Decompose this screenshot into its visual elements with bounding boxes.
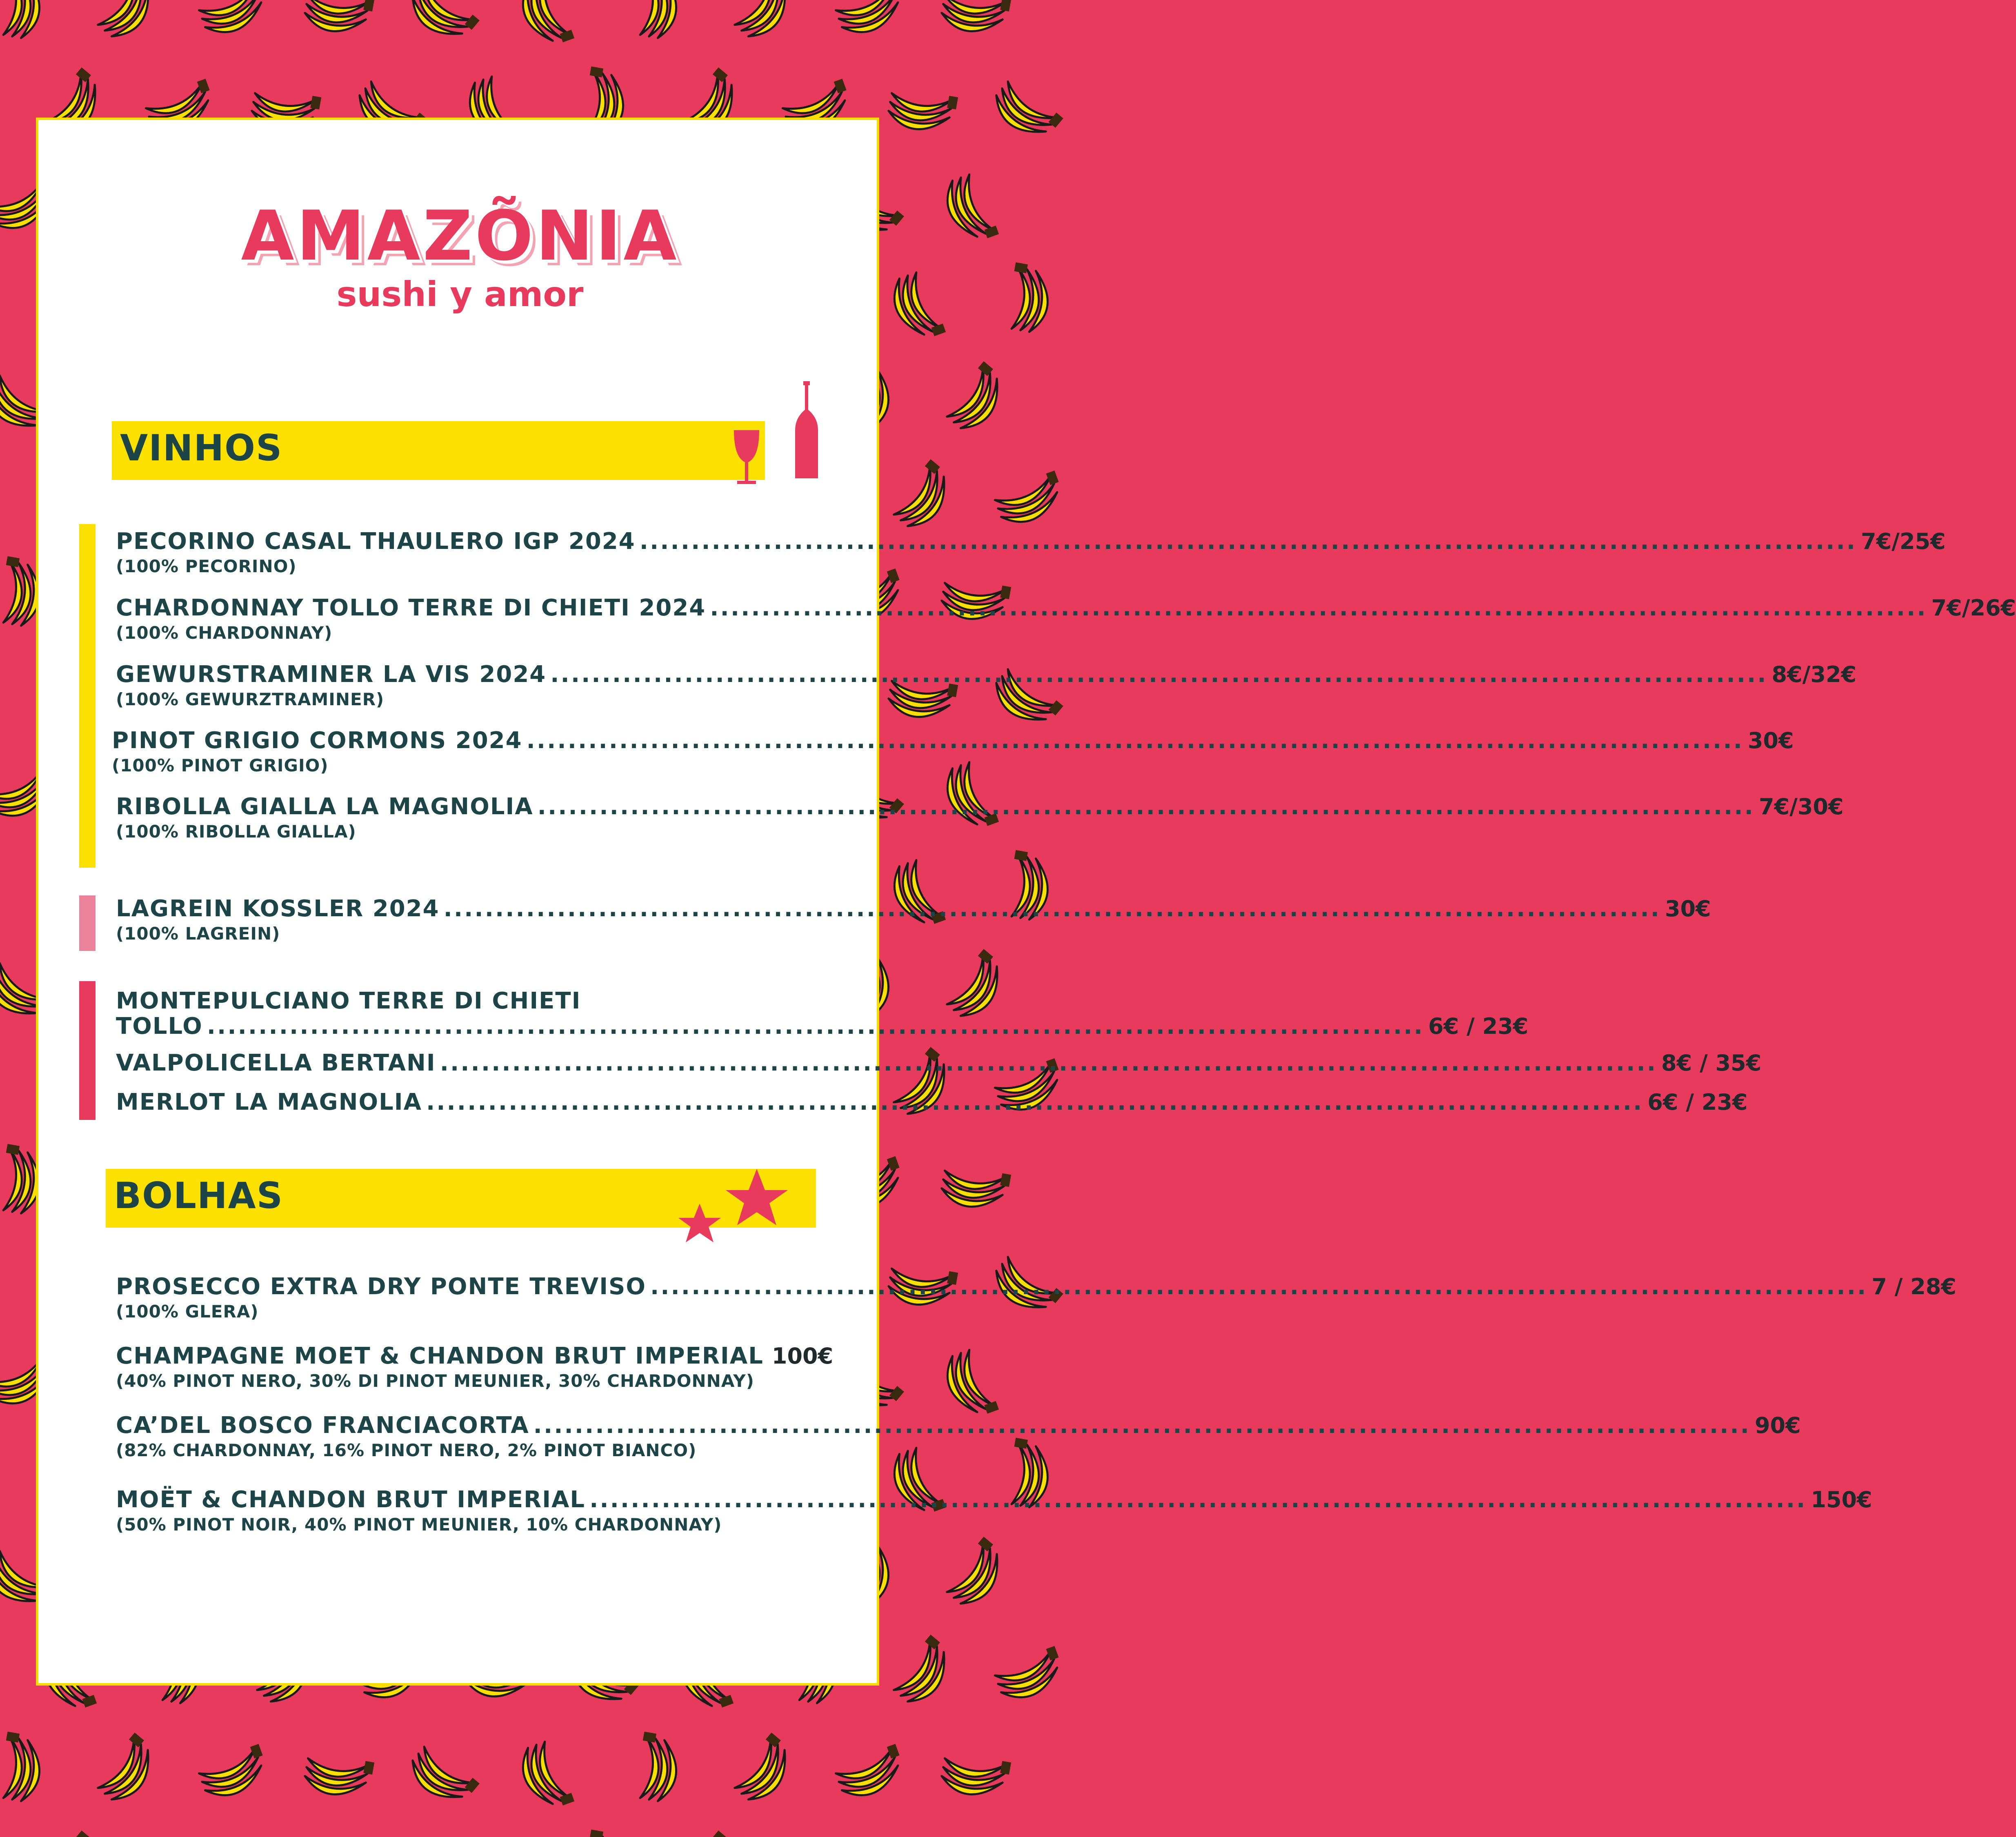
rose-wine-bar [79,895,96,951]
banana-icon [939,1751,1011,1800]
banana-icon [516,1739,574,1815]
wine-item [116,895,1711,944]
wine-grape: (100% GEWURZTRAMINER) [116,689,385,709]
banana-icon [633,1732,682,1804]
wine-name-line1: MONTEPULCIANO TERRE DI CHIETI [116,988,581,1014]
wine-item [116,661,1857,709]
wines-banner [112,421,765,480]
logo-title: AMAZÕNIA [241,196,679,276]
bubbles-price: 90€ [1754,1413,1801,1438]
wine-price: 6€ / 23€ [1647,1089,1748,1115]
bubbles-item [116,1343,834,1391]
banana-icon [196,1744,272,1803]
banana-icon [676,1830,748,1837]
banana-icon [633,0,682,40]
banana-icon [196,0,272,40]
wine-price: 30€ [1665,896,1711,922]
bubbles-name: PROSECCO EXTRA DRY PONTE TREVISO [116,1273,646,1300]
wine-glass-icon [732,381,761,487]
star-icon [726,1169,788,1225]
leader-dots: ...................................................................................................................... [639,528,1857,555]
wines-title: VINHOS [120,427,283,469]
wine-item [116,528,1946,576]
wine-item [116,1050,1762,1076]
wine-name: CHARDONNAY TOLLO TERRE DI CHIETI 2024 [116,595,706,621]
wine-item [112,727,1794,775]
bubbles-price: 100€ [771,1343,834,1369]
wine-item [116,988,1529,1040]
banana-icon [992,471,1068,529]
wine-price: 30€ [1747,728,1794,753]
bubbles-name: CA’DEL BOSCO FRANCIACORTA [116,1412,529,1439]
wine-name: MERLOT LA MAGNOLIA [116,1089,422,1115]
banana-icon [939,0,1011,38]
wine-grape: (100% PECORINO) [116,556,297,576]
banana-icon [729,1733,801,1808]
banana-icon [992,1646,1068,1705]
banana-icon [404,1741,480,1813]
bubbles-grape: (50% PINOT NOIR, 40% PINOT MEUNIER, 10% CHARDONNAY) [116,1514,722,1535]
banana-icon [729,0,801,45]
bubbles-item [116,1273,1956,1322]
bubbles-item [116,1412,1801,1460]
menu-card [36,118,2016,1686]
banana-icon [302,0,374,38]
bubbles-grape: (100% GLERA) [116,1301,259,1322]
banana-icon [516,0,574,51]
wine-item [116,793,1844,842]
leader-dots: ...................................................................................................................... [440,1050,1657,1076]
wine-price: 7€/25€ [1861,529,1946,554]
bubbles-price: 7 / 28€ [1872,1274,1956,1299]
banana-icon [888,1635,960,1710]
banana-icon [939,1163,1011,1213]
banana-icon [941,361,1014,437]
banana-icon [887,270,946,345]
wine-name: PECORINO CASAL THAULERO IGP 2024 [116,528,636,555]
stars-icon [675,1165,806,1246]
banana-icon [940,1347,999,1423]
star-icon [678,1204,721,1242]
wine-price: 8€ / 35€ [1661,1050,1762,1076]
banana-icon [39,1830,111,1837]
bubbles-item [116,1486,1872,1535]
wine-price: 7€/30€ [1758,794,1844,820]
leader-dots: ...................................................................................................................... [550,661,1768,688]
banana-icon [92,1733,164,1808]
leader-dots: ...................................................................................................................... [537,793,1755,820]
wine-price: 8€/32€ [1772,662,1857,687]
banana-icon [0,0,46,40]
banana-icon [92,0,164,45]
banana-icon [941,1537,1014,1612]
banana-icon [988,76,1063,148]
red-wine-bar [79,981,96,1120]
leader-dots: ...................................................................................................................... [650,1273,1868,1300]
banana-icon [0,1732,46,1804]
wine-item [116,1089,1748,1115]
white-wine-bar [79,524,96,868]
banana-icon [940,172,999,247]
wine-name: RIBOLLA GIALLA LA MAGNOLIA [116,793,533,820]
wine-price: 6€ / 23€ [1428,1013,1529,1039]
leader-dots: ...................................................................................................................... [526,727,1744,754]
wine-name: LAGREIN KOSSLER 2024 [116,895,440,922]
wine-grape: (100% LAGREIN) [116,923,280,944]
bubbles-title: BOLHAS [114,1175,284,1217]
leader-dots: ...................................................................................................................... [426,1089,1644,1115]
wine-name: GEWURSTRAMINER LA VIS 2024 [116,661,547,688]
wine-price: 7€/26€ [1931,595,2016,621]
banana-icon [404,0,480,50]
bubbles-name: MOËT & CHANDON BRUT IMPERIAL [116,1486,586,1513]
wine-grape: (100% CHARDONNAY) [116,622,333,643]
leader-dots: ...................................................................................................................... [710,595,1927,621]
logo-subtitle: sushi y amor [336,274,584,314]
wine-grape: (100% RIBOLLA GIALLA) [116,821,356,842]
bubbles-name: CHAMPAGNE MOET & CHANDON BRUT IMPERIAL [116,1343,764,1369]
banana-icon [302,1751,374,1800]
banana-icon [833,1744,909,1803]
leader-dots: ...................................................................................................................... [589,1486,1807,1513]
wine-grape: (100% PINOT GRIGIO) [112,755,329,775]
wine-bottle-icon [794,381,819,479]
leader-dots: ...................................................................................................................... [443,895,1661,922]
bubbles-grape: (82% CHARDONNAY, 16% PINOT NERO, 2% PINOT BIANCO) [116,1440,697,1460]
bubbles-grape: (40% PINOT NERO, 30% DI PINOT MEUNIER, 30% CHARDONNAY) [116,1371,754,1391]
leader-dots: ...................................................................................................................... [533,1412,1751,1439]
wine-name: VALPOLICELLA BERTANI [116,1050,436,1076]
wine-name: TOLLO [116,1013,203,1040]
wine-name: PINOT GRIGIO CORMONS 2024 [112,727,522,754]
banana-icon [580,1830,629,1837]
banana-icon [1004,262,1054,334]
banana-icon [886,86,958,135]
banana-icon [888,459,960,535]
leader-dots: ...................................................................................................................... [207,1013,1425,1040]
banana-icon [833,0,909,40]
bubbles-price: 150€ [1811,1487,1872,1513]
wine-item [116,595,2016,643]
